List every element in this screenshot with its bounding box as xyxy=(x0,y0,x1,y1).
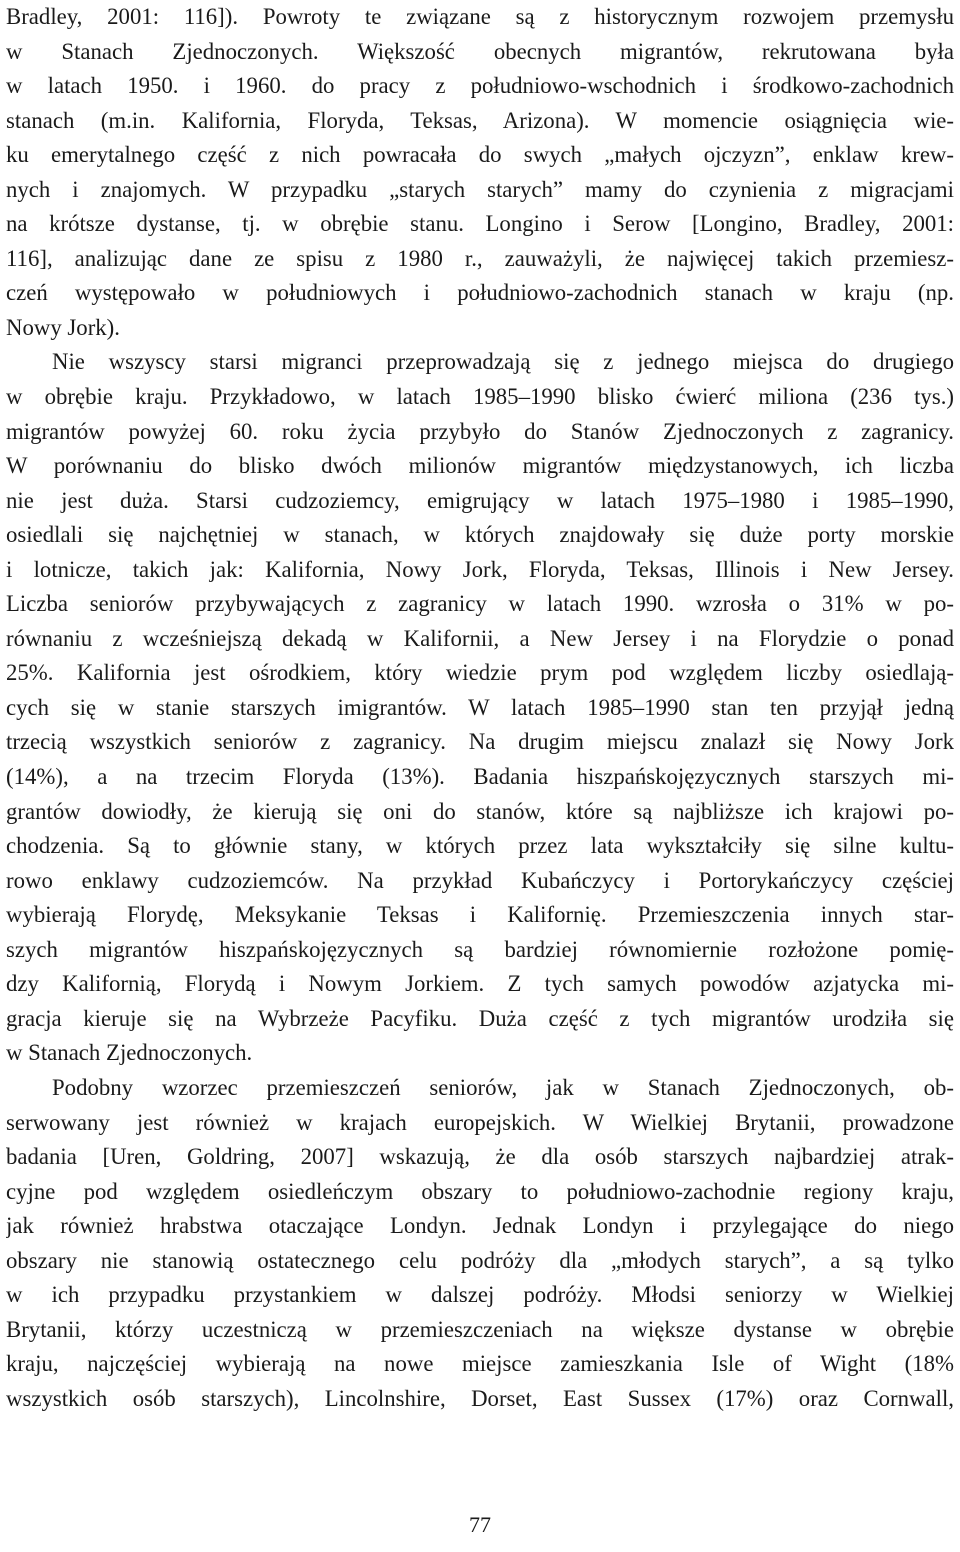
text-line: szych migrantów hiszpańskojęzycznych są bardziej równomiernie rozłożone pomię- xyxy=(6,936,954,962)
text-line: nie jest duża. Starsi cudzoziemcy, emigrujący w latach 1975–1980 i 1985–1990, xyxy=(6,487,954,513)
text-line: czeń występowało w południowych i południowo-zachodnich stanach w kraju (np. xyxy=(6,280,954,306)
text-line: migrantów powyżej 60. roku życia przybyło do Stanów Zjednoczonych z zagranicy. xyxy=(6,418,954,444)
text-line: gracja kieruje się na Wybrzeże Pacyfiku. Duża część z tych migrantów urodziła się xyxy=(6,1005,954,1031)
text-line: w ich przypadku przystankiem w dalszej podróży. Młodsi seniorzy w Wielkiej xyxy=(6,1282,954,1308)
page-number: 77 xyxy=(469,1512,491,1537)
text-line: rowo enklawy cudzoziemców. Na przykład Kubańczycy i Portorykańczycy częściej xyxy=(6,867,954,893)
text-line: badania [Uren, Goldring, 2007] wskazują, że dla osób starszych najbardziej atrak- xyxy=(6,1144,954,1170)
text-line: kraju, najczęściej wybierają na nowe miejsce zamieszkania Isle of Wight (18% xyxy=(6,1351,954,1377)
text-line: Brytanii, którzy uczestniczą w przemieszczeniach na większe dystanse w obrębie xyxy=(6,1316,954,1342)
text-line: (14%), a na trzecim Floryda (13%). Badania hiszpańskojęzycznych starszych mi- xyxy=(6,764,954,790)
text-line: W porównaniu do blisko dwóch milionów migrantów międzystanowych, ich liczba xyxy=(6,453,954,479)
text-line: Bradley, 2001: 116]). Powroty te związane są z historycznym rozwojem przemysłu xyxy=(6,4,954,29)
text-line: w obrębie kraju. Przykładowo, w latach 1985–1990 blisko ćwierć miliona (236 tys.) xyxy=(6,384,954,410)
text-line: Nie wszyscy starsi migranci przeprowadzają się z jednego miejsca do drugiego xyxy=(52,349,954,375)
text-line: serwowany jest również w krajach europejskich. W Wielkiej Brytanii, prowadzone xyxy=(6,1109,954,1135)
text-line: obszary nie stanowią ostatecznego celu podróży dla „młodych starych”, a są tylko xyxy=(6,1247,954,1273)
text-line: wybierają Florydę, Meksykanie Teksas i Kalifornię. Przemieszczenia innych star- xyxy=(6,902,954,928)
text-line: cych się w stanie starszych imigrantów. W latach 1985–1990 stan ten przyjął jedną xyxy=(6,694,954,720)
text-line: Liczba seniorów przybywających z zagranicy w latach 1990. wzrosła o 31% w po- xyxy=(6,591,954,617)
text-line: chodzenia. Są to głównie stany, w których przez lata wykształciły się silne kultu- xyxy=(6,833,954,859)
text-line: osiedlali się najchętniej w stanach, w których znajdowały się duże porty morskie xyxy=(6,522,954,548)
text-line: trzecią wszystkich seniorów z zagranicy. Na drugim miejscu znalazł się Nowy Jork xyxy=(6,729,954,755)
text-line: grantów dowiodły, że kierują się oni do stanów, które są najbliższe ich krajowi po- xyxy=(6,798,954,824)
text-line: wszystkich osób starszych), Lincolnshire, Dorset, East Sussex (17%) oraz Cornwall, xyxy=(6,1385,954,1411)
text-line: równaniu z wcześniejszą dekadą w Kalifornii, a New Jersey i na Florydzie o ponad xyxy=(6,625,954,651)
text-line: dzy Kalifornią, Florydą i Nowym Jorkiem. Z tych samych powodów azjatycka mi- xyxy=(6,971,954,997)
text-line: jak również hrabstwa otaczające Londyn. Jednak Londyn i przylegające do niego xyxy=(6,1213,954,1239)
text-line: i lotnicze, takich jak: Kalifornia, Nowy Jork, Floryda, Teksas, Illinois i New Jersey. xyxy=(6,556,954,582)
text-line: na krótsze dystanse, tj. w obrębie stanu. Longino i Serow [Longino, Bradley, 2001: xyxy=(6,211,954,237)
text-line: stanach (m.in. Kalifornia, Floryda, Teksas, Arizona). W momencie osiągnięcia wie- xyxy=(6,107,954,133)
text-line: Nowy Jork). xyxy=(6,314,120,340)
body-text xyxy=(6,0,954,1416)
text-line: nych i znajomych. W przypadku „starych starych” mamy do czynienia z migracjami xyxy=(6,176,954,202)
text-line: w latach 1950. i 1960. do pracy z południowo-wschodnich i środkowo-zachodnich xyxy=(6,73,954,99)
text-line: ku emerytalnego część z nich powracała do swych „małych ojczyzn”, enklaw krew- xyxy=(6,142,954,168)
text-line: cyjne pod względem osiedleńczym obszary to południowo-zachodnie regiony kraju, xyxy=(6,1178,954,1204)
text-line: 116], analizując dane ze spisu z 1980 r., zauważyli, że najwięcej takich przemiesz- xyxy=(6,245,954,271)
text-line: w Stanach Zjednoczonych. Większość obecnych migrantów, rekrutowana była xyxy=(6,38,954,64)
text-line: 25%. Kalifornia jest ośrodkiem, który wiedzie prym pod względem liczby osiedlają- xyxy=(6,660,954,686)
text-line: w Stanach Zjednoczonych. xyxy=(6,1040,253,1066)
text-line: Podobny wzorzec przemieszczeń seniorów, jak w Stanach Zjednoczonych, ob- xyxy=(52,1074,954,1100)
